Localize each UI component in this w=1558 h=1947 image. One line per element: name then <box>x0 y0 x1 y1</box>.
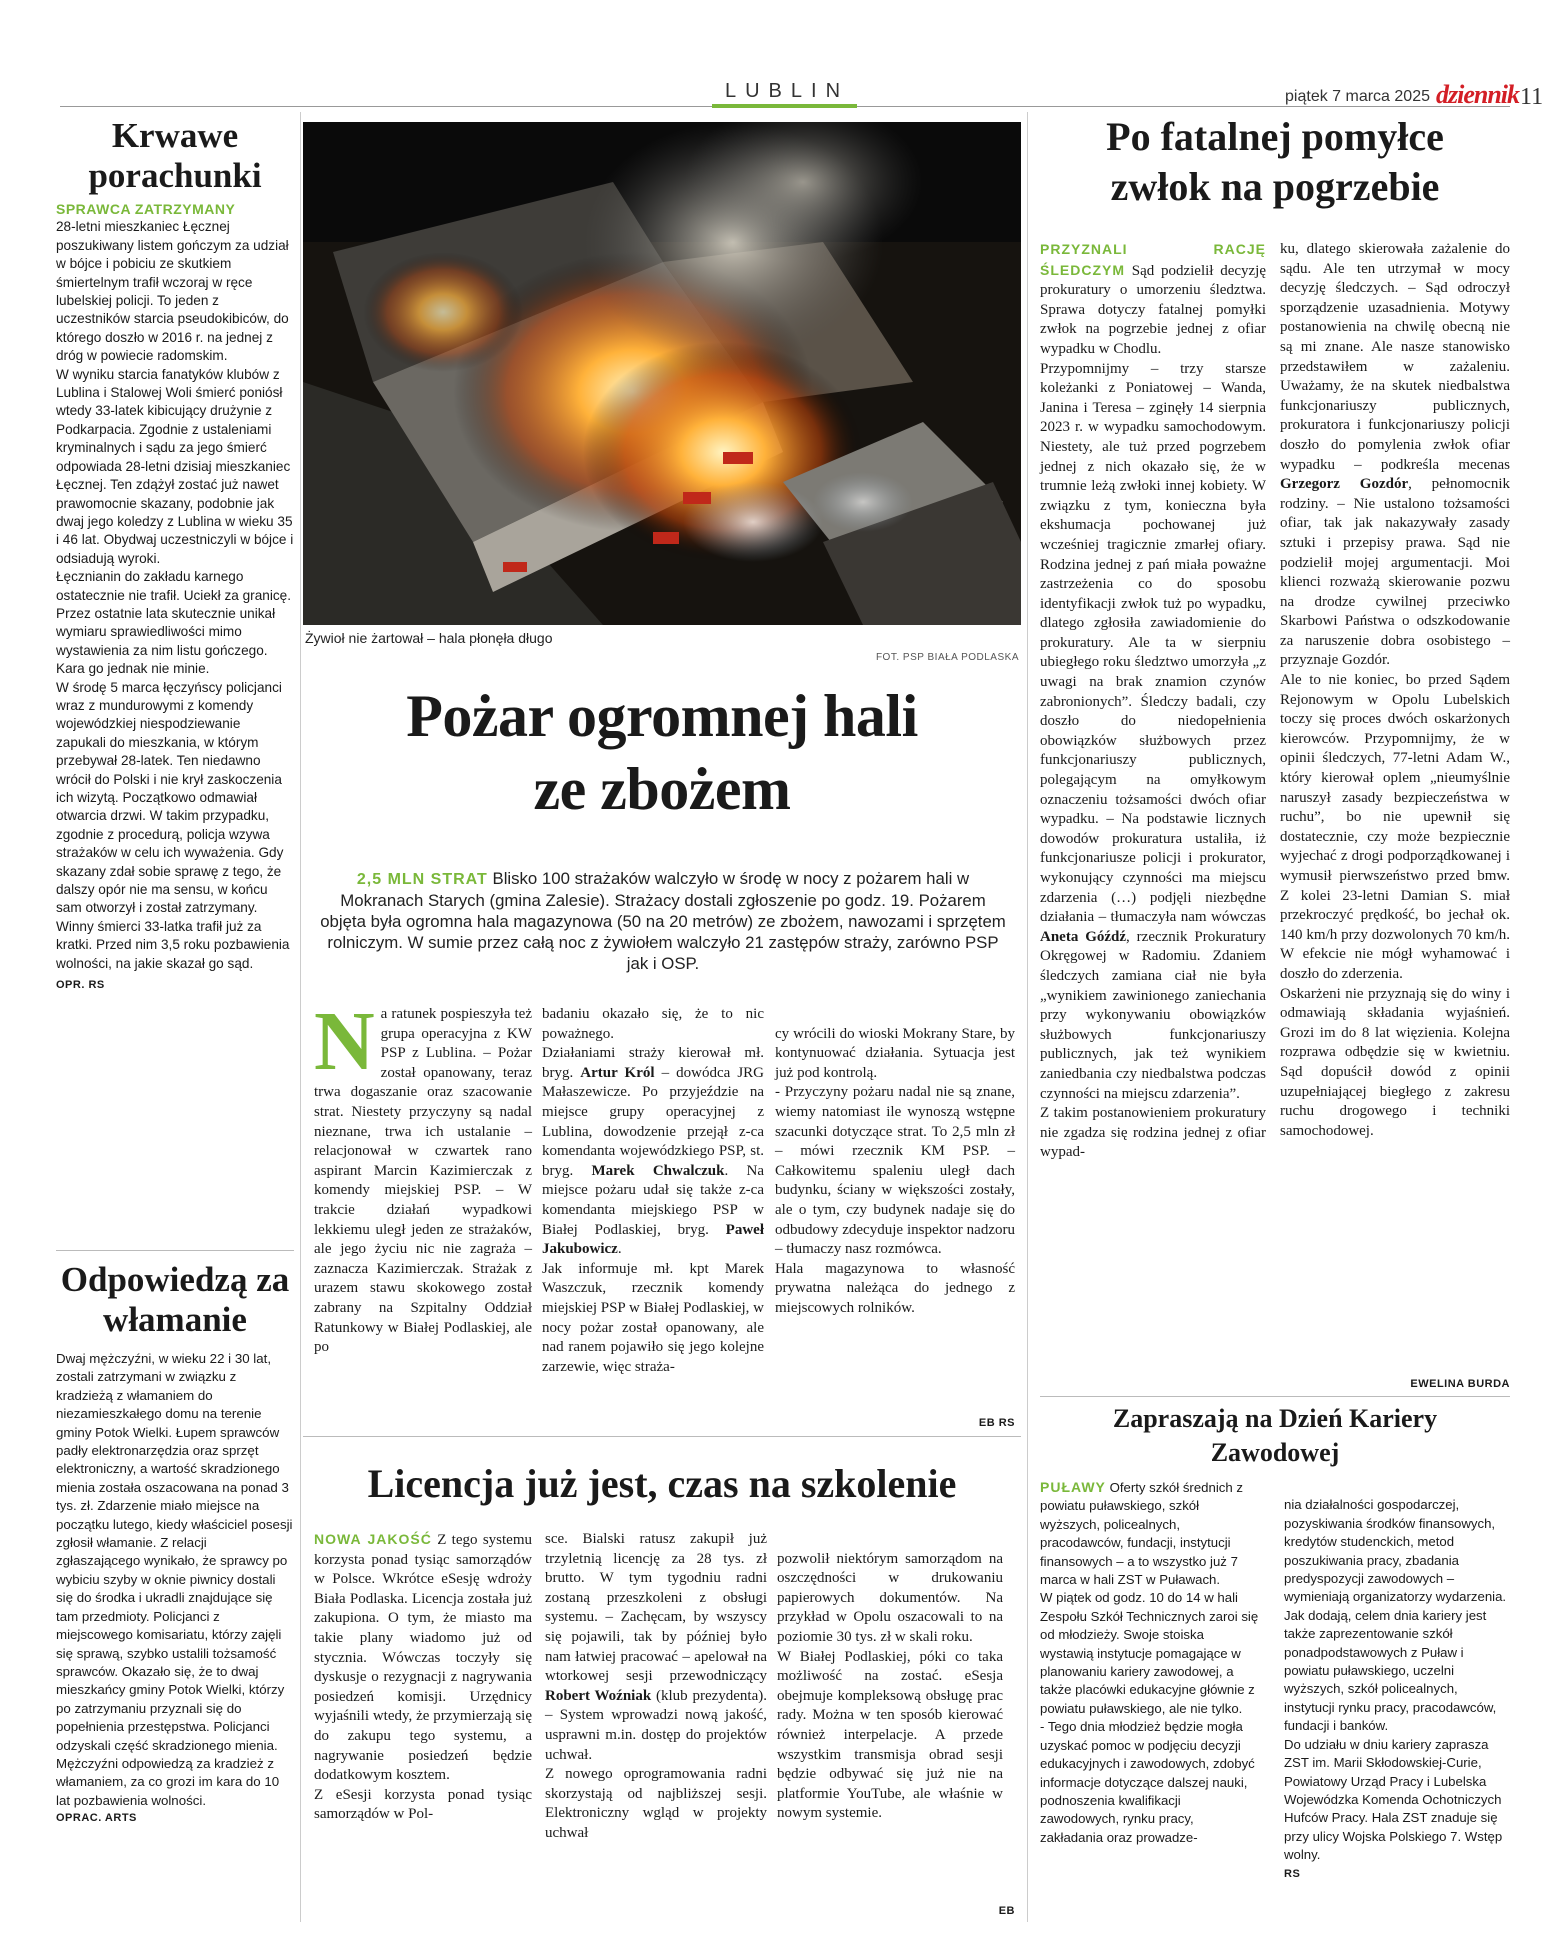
right-col2-text: , pełnomocnik rodziny. – Nie ustalono tożsamości ofiar, tak jak nakazywały zasady sztuki i przepisy prawa. Sąd nie podzielił mojej argumentacji. Moi klienci rozważą skierowanie pozwu na drodze cywilnej przeciwko Skarbowi Państwa o odszkodowanie za naruszenie dobra osobistego – przyznaje Gozdór. Ale to nie koniec, bo przed Sądem Rejonowym w Opolu Lubelskich toczy się proces dwóch oskarżonych kierowców. Przypomnijmy, że w opinii śledczych, 77-letni Adam W., który kierował oplem „nieumyślnie naruszył zasady bezpieczeństwa w ruchu”, bo nie upewnił się dostatecznie, czy może bezpiecznie wyjechać z drogi podporządkowanej i wymusił pierwszeństwo przed bmw. Z kolei 23-letni Damian S. miał przekroczyć prędkość, bo jechał ok. 140 km/h przy dozwolonych 70 km/h. W efekcie nie mógł wyhamować i doszło do zderzenia. Oskarżeni nie przyznają się do winy i odmawiają składania wyjaśnień. Grozi im do 8 lat więzienia. Kolejna rozprawa odbędzie się w kwietniu. Sąd dopuścił dowód z opinii uzupełniającej biegłego z zakresu ruchu drogowego i techniki samochodowej. <box>1280 476 1510 1139</box>
fire-photo <box>303 122 1021 625</box>
page-number: 11 <box>1520 84 1544 110</box>
person-name: Artur Król <box>580 1064 655 1081</box>
career-headline-line2: Zawodowej <box>1210 1438 1340 1467</box>
fire-photo-illustration <box>303 122 1021 625</box>
licence-author: EB <box>998 1905 1015 1917</box>
newspaper-logo: dziennik <box>1436 80 1520 109</box>
person-name: Robert Woźniak <box>545 1687 652 1704</box>
career-headline-line1: Zapraszają na Dzień Kariery <box>1112 1404 1438 1433</box>
main-col2-text: badaniu okazało się, że to nic poważnego. Działaniami straży kierował mł. bryg. <box>542 1006 764 1081</box>
right-col2-text: ku, dlatego skierowała zażalenie do sądu. Ale ten utrzymał w mocy decyzję śledczych. – Sąd odroczył sporządzenie uzasadnienia. Motywy postanowienia na chwilę obecną nie są mi znane. Ale nasze stanowisko przedstawiłem w zażaleniu. Uważamy, że na skutek niedbalstwa funkcjonariuszy publicznych, prokuratora i funkcjonariuszy policji doszło do pomylenia zwłok ofiar wypadku – podkreśla mecenas <box>1280 241 1510 473</box>
right-lead: PRZYZNALI RACJĘ ŚLEDCZYM <box>1040 241 1266 278</box>
article-body: Dwaj mężczyźni, w wieku 22 i 30 lat, zostali zatrzymani w związku z kradzieżą z włamaniem do niezamieszkałego domu na terenie gminy Potok Wielki. Łupem sprawców padły elektronarzędzia oraz sprzęt elektroniczny, a wartość skradzionego mienia została oszacowana na ponad 3 tys. zł. Zdarzenie miało miejsce na początku lutego, kiedy właściciel posesji zgłosił włamanie. Z relacji zgłaszającego wynikało, że sprawcy po wybiciu szyby w oknie piwnicy dostali się do środka i ukradli znajdujące się tam przedmioty. Policjanci z miejscowego komisariatu, którzy zajęli się sprawą, szybko ustalili tożsamość sprawców. Okazało się, że to dwaj mieszkańcy gminy Potok Wielki, którzy po zatrzymaniu przyznali się do popełnienia przestępstwa. Policjanci odzyskali część skradzionego mienia. Mężczyźni odpowiedzą za kradzież z włamaniem, za co grozi im kara do 10 lat pozbawienia wolności. <box>56 1351 293 1808</box>
article-krwawe-porachunki <box>56 112 294 991</box>
article-author: OPRAC. ARTS <box>56 1812 137 1825</box>
divider <box>1040 1396 1510 1397</box>
career-col2-text: nia działalności gospodarczej, pozyskiwania środków finansowych, kredytów studenckich, metod poszukiwania pracy, zbadania predyspozycji zawodowych – wymieniają organizatorzy wydarzenia. Jak dodają, celem dnia kariery jest także zaprezentowanie szkół ponadpodstawowych z Puław i powiatu puławskiego, uczelni wyższych, szkół policealnych, instytucji rynku pracy, pracodawców, fundacji i banków. Do udziału w dniu kariery zaprasza ZST im. Marii Skłodowskiej-Curie, Powiatowy Urząd Pracy i Lubelska Wojewódzka Komenda Ochotniczych Hufców Pracy. Hala ZST znaduje się przy ulicy Wojska Polskiego 7. Wstęp wolny. <box>1284 1497 1507 1863</box>
licence-headline: Licencja już jest, czas na szkolenie <box>367 1461 957 1506</box>
main-col2 <box>542 1005 764 1377</box>
article-body <box>56 200 294 973</box>
person-name: Paweł Jakubowicz <box>542 1221 764 1258</box>
article-title: Krwawe porachunki <box>88 116 262 195</box>
licence-col1-text: Z tego systemu korzysta ponad tysiąc samorządów w Polsce. Wkrótce eSesję wdroży Biała Podlaska. Licencja została już zakupiona. O tym, że miasto ma takie plany wiadomo już od stycznia. Wówczas toczyły się dyskusje o rezygnacji z nagrywania posiedzeń komisji. Urzędnicy wyjaśnili wtedy, że przymierzają się do zakupu tego systemu, a nagrywanie posiedzeń będzie dodatkowym kosztem. Z eSesji korzysta ponad tysiąc samorządów w Pol- <box>314 1532 532 1823</box>
article-text: 28-letni mieszkaniec Łęcznej poszukiwany listem gończym za udział w bójce i pobiciu ze skutkiem śmiertelnym trafił wczoraj w ręce lubelskiej policji. To jeden z uczestników starcia pseudokibiców, do którego doszło w 2016 r. na jednej z dróg w powiecie radomskim. W wyniku starcia fanatyków klubów z Lublina i Stalowej Woli śmierć poniósł wtedy 33-latek kibicujący drużynie z Podkarpacia. Zgodnie z ustaleniami kryminalnych i sądu za jego śmierć odpowiada 28-letni dzisiaj mieszkaniec Łęcznej. Ten zdążył zostać już nawet prawomocnie skazany, podobnie jak dwaj jego koledzy z Lublina w wieku 35 i 46 lat. Obydwaj uczestniczyli w bójce i odsiadują wyroki. Łęcznianin do zakładu karnego ostatecznie nie trafił. Uciekł za granicę. Przez ostatnie lata skutecznie unikał wymiaru sprawiedliwości mimo wystawienia za nim listu gończego. Kara go jednak nie minie. W środę 5 marca łęczyńscy policjanci wraz z mundurowymi z komendy wojewódzkiej niespodziewanie zapukali do mieszkania, w którym przebywał 28-latek. Ten niedawno wrócił do Polski i nie krył zaskoczenia ich wizytą. Początkowo odmawiał otwarcia drzwi. W takim przypadku, zgodnie z procedurą, policja wzywa strażaków w celu ich wyważenia. Gdy skazany zdał sobie sprawę z tego, że dalszy opór nie ma sensu, w końcu sam otworzył i został zatrzymany. Winny śmierci 33-latka trafił już za kratki. Przed nim 3,5 roku pozbawienia wolności, na jakie skazał go sąd. <box>56 219 294 971</box>
photo-caption: Żywioł nie żartował – hala płonęła długo <box>305 630 553 646</box>
main-col2-text: . Jak informuje mł. kpt Marek Waszczuk, rzecznik komendy miejskiej PSP w Białej Podlaskiej, w nocy pożar został opanowany, ale nad ranem pojawiło się jego kolejne zarzewie, więc straża- <box>542 1241 764 1375</box>
main-author: EB RS <box>978 1417 1015 1429</box>
career-col2 <box>1284 1478 1510 1901</box>
licence-col2-text: (klub prezydenta). – System wprowadzi nową jakość, usprawni m.in. dostęp do projektów uchwał. Z nowego oprogramowania radni skorzystają od najbliższej sesji. Elektroniczny wgląd w projekty uchwał <box>545 1687 767 1841</box>
career-lead: PUŁAWY <box>1040 1479 1106 1495</box>
main-col1-text: a ratunek pospieszyła też grupa operacyjna z KW PSP z Lublina. – Pożar został opanowany, teraz trwa dogaszanie oraz szacowanie strat. Niestety przyczyny są nadal nieznane, trwa ich ustalanie – relacjonował w czwartek rano aspirant Marcin Kazimierczak z komendy miejskiej PSP. – W trakcie działań wypadkowi lekkiemu uległ jeden ze strażaków, ale jego życiu nic nie zagraża – zaznacza Kazimierczak. Strażak z urazem stawu skokowego został zabrany na Szpitalny Oddział Ratunkowy w Białej Podlaskiej, ale po <box>314 1006 532 1356</box>
main-col2-text: – dowódca JRG Małaszewicze. Po przyjeździe na miejsce grupy operacyjnej z Lublina, dowodzenie przejął z-ca komendanta wojewódzkiego PSP, st. bryg. <box>542 1064 764 1179</box>
right-headline-line1: Po fatalnej pomyłce <box>1106 114 1444 159</box>
right-col1 <box>1040 240 1266 1163</box>
person-name: Aneta Góźdź <box>1040 928 1127 945</box>
divider <box>303 1436 1021 1437</box>
main-intro <box>318 868 1008 974</box>
photo-credit: FOT. PSP BIAŁA PODLASKA <box>875 652 1019 663</box>
main-col2-text: . Na miejsce pożaru udał się także z-ca komendanta miejskiego PSP w Białej Podlaskiej, bryg. <box>542 1162 764 1238</box>
page-header <box>0 0 1558 110</box>
column-divider <box>1027 112 1028 1922</box>
article-lead: SPRAWCA ZATRZYMANY <box>56 201 236 217</box>
issue-date: piątek 7 marca 2025 <box>1285 88 1430 105</box>
licence-col2 <box>545 1530 767 1844</box>
article-title: Odpowiedzą za włamanie <box>60 1260 290 1339</box>
main-lead: 2,5 MLN STRAT <box>356 871 488 888</box>
right-col1-text: , rzecznik Prokuratury Okręgowej w Radomiu. Zdaniem śledczych zamiana ciał nie była „wynikiem zawinionego zaniechania przy wykonywaniu obowiązków służbowych funkcjonariuszy publicznych, jak też wynikiem zaniedbania czy niedbalstwa podczas czynności na miejscu zdarzenia”. Z takim postanowieniem prokuratury nie zgadza się rodzina jednej z ofiar wypad- <box>1040 928 1267 1161</box>
licence-lead: NOWA JAKOŚĆ <box>314 1531 432 1547</box>
article-odpowiedza-za-wlamanie <box>56 1254 294 1824</box>
right-headline-line2: zwłok na pogrzebie <box>1110 164 1440 209</box>
right-col2 <box>1280 240 1510 1141</box>
career-headline <box>1040 1402 1510 1470</box>
right-col1-text: Sąd podzielił decyzję prokuratury o umorzeniu śledztwa. Sprawa dotyczy fatalnej pomyłki zwłok na pogrzebie jednej z ofiar wypadku w Chodlu. Przypomnijmy – trzy starsze koleżanki z Poniatowej – Wanda, Janina i Teresa – zginęły 14 sierpnia 2023 r. w wypadku samochodowym. Niestety, ale tuż przed pogrzebem jednej z nich okazało się, że w trumnie leżą zwłoki innej kobiety. W związku z tym, konieczna była ekshumacja pochowanej już wcześniej tragicznie zmarłej ofiary. Rodzina jednej z pań miała poważne zastrzeżenia co do sposobu identyfikacji zwłok tuż po wypadku, dlatego zgłosiła zawiadomienie do prokuratury. Ale ta w sierpniu ubiegłego roku śledztwo umorzyła „z uwagi na brak znamion czynów zabronionych”. Śledczy badali, czy doszło do niedopełnienia obowiązków służbowych przez funkcjonariuszy publicznych, polegającym na omyłkowym oznaczeniu tożsamości dwóch ofiar wypadku. – Na podstawie licznych dowodów prokuratura ustaliła, iż funkcjonariusze policji i prokurator, wykonujący czynności ma miejscu zdarzenia (…) podjęli niezbędne działania – tłumaczyła nam wówczas <box>1040 262 1266 926</box>
main-col3-text: cy wrócili do wioski Mokrany Stare, by kontynuować działania. Sytuacja jest już pod kontrolą. - Przyczyny pożaru nadal nie są znane, wiemy natomiast ile wynoszą wstępne szacunki dotyczące strat. To 2,5 mln zł – mówi rzecznik KM PSP. – Całkowitemu spaleniu uległ dach budynku, ściany w większości zostały, ale o tym, czy budynek nadaje się do odbudowy zdecyduje inspektor nadzoru – tłumaczy nasz rozmówca. Hala magazynowa to własność prywatna należąca do jednego z miejscowych rolników. <box>775 1025 1015 1316</box>
licence-col3 <box>777 1530 1003 1824</box>
main-intro-text: Blisko 100 strażaków walczyło w środę w nocy z pożarem hali w Mokranach Starych (gmina Zalesie). Strażacy dostali zgłoszenie po godz. 19. Pożarem objęta była ogromna hala magazynowa (50 na 20 metrów) ze zbożem, nawozami i sprzętem rolniczym. W sumie przez całą noc z żywiołem walczyło 21 zastępów straży, zarówno PSP jak i OSP. <box>320 869 1006 973</box>
right-headline <box>1040 112 1510 212</box>
section-label: LUBLIN <box>724 80 850 102</box>
main-col1 <box>314 995 532 1358</box>
main-headline-line2: ze zbożem <box>533 756 791 822</box>
licence-col3-text: pozwolił niektórym samorządom na oszczędności w drukowaniu papierowych dokumentów. Na przykład w Opolu oszacowali to na poziomie 30 tys. zł w skali roku. W Białej Podlaskiej, póki co taka możliwość na zostać. eSesja obejmuje kompleksową obsługę prac rady. Można w ten sposób kierować również interpelacje. A przede wszystkim transmisja obrad sesji będzie odbywać się już nie na platformie YouTube, ale właśnie w nowym systemie. <box>777 1550 1003 1822</box>
career-col1 <box>1040 1478 1260 1847</box>
licence-col1 <box>314 1530 532 1825</box>
column-divider <box>300 112 301 1922</box>
career-col1-text: Oferty szkół średnich z powiatu puławskiego, szkół wyższych, policealnych, pracodawców, fundacji, instytucji finansowych – a to wszystko już 7 marca w hali ZST w Puławach. W piątek od godz. 10 do 14 w hali Zespołu Szkół Technicznych zaroi się od młodzieży. Swoje stoiska wystawią instytucje pomagające w planowaniu kariery zawodowej, a także placówki edukacyjne głównie z powiatu puławskiego, ale nie tylko. - Tego dnia młodzież będzie mogła uzyskać pomoc w podjęciu decyzji edukacyjnych i zawodowych, zdobyć informacje dotyczące dalszej nauki, podnoszenia kwalifikacji zawodowych, rynku pracy, zakładania oraz prowadze- <box>1040 1480 1259 1845</box>
right-author: EWELINA BURDA <box>1410 1378 1510 1390</box>
person-name: Marek Chwalczuk <box>591 1162 725 1179</box>
licence-col2-text: sce. Bialski ratusz zakupił już trzyletnią licencję za 28 tys. zł brutto. W tym tygodniu radni zostaną przeszkoleni z obsługi systemu. – Zachęcam, by wszyscy się pojawili, tak by później było nam łatwiej pracować – apelował na wtorkowej sesji przewodniczący <box>545 1531 767 1685</box>
divider <box>56 1250 294 1251</box>
main-headline-line1: Pożar ogromnej hali <box>406 683 918 749</box>
main-headline <box>303 680 1021 826</box>
section-accent-bar <box>712 104 857 108</box>
article-author: OPR. RS <box>56 979 105 992</box>
main-col3 <box>775 1005 1015 1319</box>
dropcap: N <box>314 995 375 1088</box>
career-author: RS <box>1284 1867 1301 1880</box>
person-name: Grzegorz Gozdór <box>1280 476 1409 493</box>
